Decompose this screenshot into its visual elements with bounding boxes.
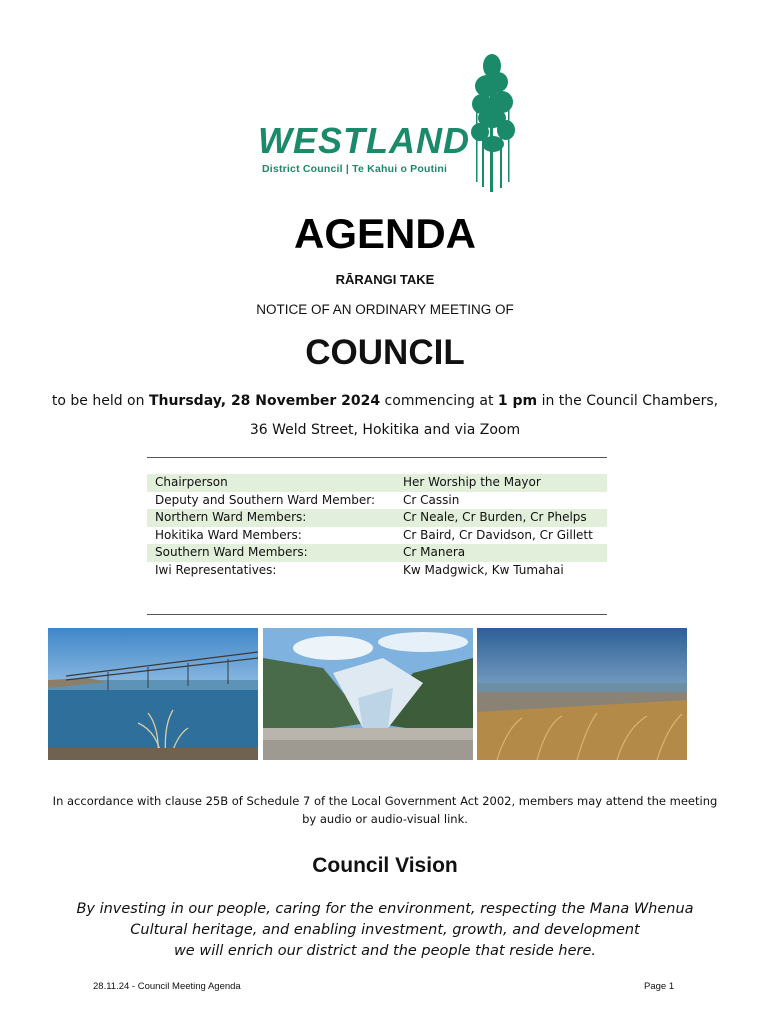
meeting-location: 36 Weld Street, Hokitika and via Zoom — [249, 422, 521, 438]
council-title: COUNCIL — [305, 333, 465, 372]
agenda-subtitle-maori: RĀRANGI TAKE — [335, 272, 435, 287]
vision-heading: Council Vision — [312, 854, 458, 877]
meeting-time: 1 pm — [497, 393, 538, 409]
member-names: Cr Baird, Cr Davidson, Cr Gillett — [403, 527, 593, 542]
vision-line-2: Cultural heritage, and enabling investment, growth, and development — [130, 922, 640, 938]
member-names: Cr Manera — [395, 544, 607, 562]
meeting-prefix: to be held on — [51, 393, 149, 409]
vision-line-3: we will enrich our district and the people that reside here. — [173, 943, 597, 959]
table-row — [147, 474, 607, 492]
divider-top — [147, 457, 607, 458]
member-role: Southern Ward Members: — [147, 544, 395, 562]
meeting-date: Thursday, 28 November 2024 — [148, 393, 381, 409]
tree-logo-icon — [468, 52, 518, 196]
member-role: Deputy and Southern Ward Member: — [155, 492, 376, 507]
members-table — [147, 474, 607, 579]
member-names: Her Worship the Mayor — [395, 474, 607, 492]
bridge-photo — [48, 628, 258, 760]
vision-line-1: By investing in our people, caring for the environment, respecting the Mana Whenua — [76, 901, 694, 917]
meeting-details — [0, 393, 770, 409]
member-role: Iwi Representatives: — [155, 562, 277, 577]
table-row — [147, 562, 607, 580]
member-role: Hokitika Ward Members: — [155, 527, 302, 542]
member-role: Chairperson — [147, 474, 395, 492]
clause-line-1: In accordance with clause 25B of Schedule 7 of the Local Government Act 2002, members may attend the meeting — [52, 794, 718, 808]
member-names: Kw Madgwick, Kw Tumahai — [403, 562, 564, 577]
clause-line-2: by audio or audio-visual link. — [302, 812, 468, 826]
attendance-clause — [0, 792, 770, 828]
table-row — [147, 527, 607, 545]
meeting-suffix: in the Council Chambers, — [537, 393, 719, 409]
table-row — [147, 544, 607, 562]
member-names: Cr Cassin — [403, 492, 460, 507]
logo-subtitle: District Council | Te Kahui o Poutini — [262, 163, 448, 175]
member-role: Northern Ward Members: — [147, 509, 395, 527]
glacier-photo — [263, 628, 473, 760]
meeting-middle: commencing at — [380, 393, 498, 409]
divider-bottom — [147, 614, 607, 615]
vision-statement — [0, 899, 770, 962]
footer-page-number: Page 1 — [644, 981, 675, 992]
member-names: Cr Neale, Cr Burden, Cr Phelps — [395, 509, 607, 527]
table-row — [147, 492, 607, 510]
beach-photo — [477, 628, 687, 760]
agenda-title: AGENDA — [293, 210, 476, 257]
table-row — [147, 509, 607, 527]
westland-logo-wordmark: WESTLAND — [258, 120, 470, 161]
meeting-notice: NOTICE OF AN ORDINARY MEETING OF — [256, 302, 514, 317]
footer-document-title: 28.11.24 - Council Meeting Agenda — [93, 981, 241, 992]
